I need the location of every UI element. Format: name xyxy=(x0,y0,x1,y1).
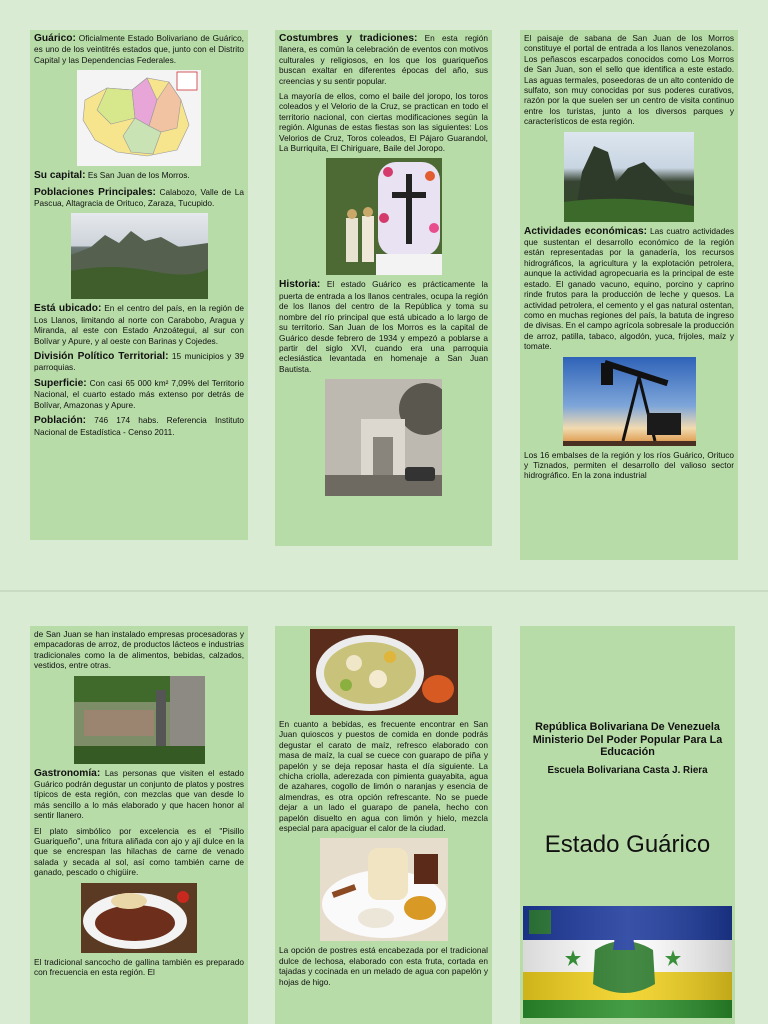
postre-paragraph: La opción de postres está encabezada por el tradicional dulce de lechosa, elaborado con esta fruta, cortada en tajadas y cocinada en un melado de agua con papelón y hojas de higo. xyxy=(279,945,488,987)
oil-pump-photo xyxy=(563,357,696,446)
map-image xyxy=(77,70,201,166)
poblaciones-label: Poblaciones Principales: xyxy=(34,186,156,198)
mayoria-paragraph: La mayoría de ellos, como el baile del joropo, los toros coleados y el Velorio de la Cruz, se practican en todo el territorio nacional, con ciertas modificaciones según la región. Algunas de estas fiestas son las siguientes: Los Velorios de Cruz, Toros coleados, El Pájaro Guarandol, La Burriquita, El Chiriguare, Baile del Joropo. xyxy=(279,91,488,154)
panel-gastronomy xyxy=(30,626,248,1024)
dessert-photo xyxy=(320,838,448,941)
republica-title: República Bolivariana De Venezuela xyxy=(535,721,720,733)
poblacion-paragraph xyxy=(34,415,244,437)
pisillo-photo xyxy=(81,883,197,953)
sancocho-paragraph: El tradicional sancocho de gallina también es preparado con frecuencia en esta región. El xyxy=(34,956,244,978)
gastronomia-label: Gastronomía: xyxy=(34,767,101,779)
superficie-text: Con casi 65 000 km² 7,09% del Territorio Nacional, el cuarto estado más extenso por detrás de Bolívar, Amazonas y Apure. xyxy=(34,377,244,410)
guarico-flag-image xyxy=(523,906,732,1018)
velorio-cruz-photo xyxy=(326,158,442,275)
division-label: División Político Territorial: xyxy=(34,351,169,363)
costumbres-label: Costumbres y tradiciones: xyxy=(279,33,418,44)
costumbres-paragraph xyxy=(279,33,488,86)
poblaciones-paragraph xyxy=(34,187,244,209)
school-name: Escuela Bolivariana Casta J. Riera xyxy=(547,764,708,776)
dam-photo xyxy=(74,676,205,764)
panel-landscape-economy xyxy=(520,30,738,560)
historia-text: El estado Guárico es prácticamente la puerta de entrada a los llanos centrales, ocupa la región de los llanos del centro de la República y toma su nombre del río principal que está ubicado a lo largo de su territorio. San Juan de los Morros es la capital de Guárico desde febrero de 1934 y empezó a poblarse a partir del siglo XVI, cuando era una parroquia eclesiástica levantada en homenaje a San Juan Bautista. xyxy=(279,279,488,374)
embalses-paragraph: Los 16 embalses de la región y los ríos Guárico, Orituco y Tiznados, permiten el desarrollo del valioso sector hidrográfico. En la zona industrial xyxy=(524,449,734,481)
sancocho-photo xyxy=(310,629,458,715)
historia-paragraph xyxy=(279,279,488,374)
cover-panel xyxy=(520,626,735,1024)
poblaciones-text: Calabozo, Valle de La Pascua, Altagracia de Orituco, Zaraza, Tucupido. xyxy=(34,186,245,209)
panel-culture-history xyxy=(275,30,492,546)
panel-drinks-desserts xyxy=(275,626,492,1024)
guarico-text: Oficialmente Estado Bolivariano de Guárico, es uno de los veintitrés estados que, junto con el Distrito Capital y las Dependencias Federales. xyxy=(34,33,244,65)
superficie-paragraph xyxy=(34,378,244,410)
bebidas-paragraph: En cuanto a bebidas, es frecuente encontrar en San Juan quioscos y puestos de comida en donde podrás degustar el carato de maíz, refresco elaborado con masa de maíz, la cual se cuece con guarapo de piña y papelón y se deja reposar hasta el día siguiente. La chicha criolla, aderezada con pimienta guayabita, agua de azahares, cogollo de limón o naranjas y esencia de almendras, es otra opción refrescante. No se puede dejar a un lado el guarapo de panela, hecho con papelón disuelto en agua con limón y hielo, mezcla especial para apaciguar el calor de la ciudad. xyxy=(279,719,488,834)
gastronomia-text: Las personas que visiten el estado Guárico podrán degustar un conjunto de platos y postres típicos de esta región, con mezclas que van desde lo más sencillo a lo más elaborado y que hacen honor al sentir llanero. xyxy=(34,767,244,821)
guarico-label: Guárico: xyxy=(34,33,76,44)
historia-label: Historia: xyxy=(279,279,321,291)
actividades-label: Actividades económicas: xyxy=(524,225,648,237)
capital-paragraph xyxy=(34,170,244,181)
actividades-text: Las cuatro actividades que sustentan el desarrollo económico de la región están representadas por la ganadería, los recursos hidrográficos, la agricultura y la explotación petrolera, aunque la actividad agropecuaria es la principal de este estado. El ganado vacuno, equino, porcino y caprino rinde frutos para la producción de leche y quesos. La actividad petrolera, el cemento y el gas natural ostentan, como en muchas regiones del país, la batuta de ingreso de divisas. En el campo agrícola sobresale la producción de arroz, patilla, tabaco, algodón, yuca, frijoles, maíz y tomate. xyxy=(524,225,734,352)
panel-general xyxy=(30,30,248,540)
arch-photo xyxy=(325,379,442,496)
state-title: Estado Guárico xyxy=(544,830,711,858)
division-text: 15 municipios y 39 parroquias. xyxy=(34,351,244,373)
capital-label: Su capital: xyxy=(34,170,86,182)
ubicado-label: Está ubicado: xyxy=(34,303,102,315)
fold-divider xyxy=(0,590,768,592)
ubicado-paragraph xyxy=(34,303,244,346)
capital-text: Es San Juan de los Morros. xyxy=(85,170,190,181)
actividades-paragraph xyxy=(524,226,734,352)
paisaje-paragraph: El paisaje de sabana de San Juan de los Morros constituye el portal de entrada a los llanos venezolanos. Los peñascos escarpados conocidos como Los Morros de San Juan, son el sello que identifica a este estado. Las aguas termales, poseedoras de un alto contenido de sulfato, son muy conocidas por sus poderes curativos, razón por la que suelen ser un centro de visita continuo entre los turistas, junto a los diversos parques y característicos de esta región. xyxy=(524,33,734,127)
morros-photo xyxy=(564,132,694,222)
division-paragraph xyxy=(34,351,244,373)
ministerio-title: Ministerio Del Poder Popular Para La Educación xyxy=(532,733,723,758)
ubicado-text: En el centro del país, en la región de Los Llanos, limitando al norte con Carabobo, Aragua y Miranda, al este con Estado Anzoátegui, al sur con Bolívar y Apure, y al oeste con Barinas y Cojedes. xyxy=(34,303,244,346)
mountain-photo xyxy=(71,213,208,299)
poblacion-label: Población: xyxy=(34,415,87,427)
plato-paragraph: El plato simbólico por excelencia es el "Pisillo Guariqueño", una fritura aliñada con ajo y ají dulce en la que se encrespan las hilachas de carne de venado salada y secada al sol, así como también carne de ganado, pescado o chigüire. xyxy=(34,825,244,878)
guarico-paragraph xyxy=(34,33,244,65)
costumbres-text: En esta región llanera, es común la celebración de eventos con motivos culturales y religiosos, en los que los guariqueños buscan exaltar en diferentes épocas del año, sus creencias y su sentir popular. xyxy=(279,33,489,86)
cover-header xyxy=(524,721,731,759)
gastronomia-paragraph xyxy=(34,768,244,821)
sanjuan-paragraph: de San Juan se han instalado empresas procesadoras y empacadoras de arroz, de productos lácteos e industrias tradicionales como la de alimentos, bebidas, calzados, vestidos, entre otras. xyxy=(34,629,244,671)
poblacion-text: 746 174 habs. Referencia Instituto Nacional de Estadística - Censo 2011. xyxy=(34,415,244,437)
superficie-label: Superficie: xyxy=(34,377,87,389)
